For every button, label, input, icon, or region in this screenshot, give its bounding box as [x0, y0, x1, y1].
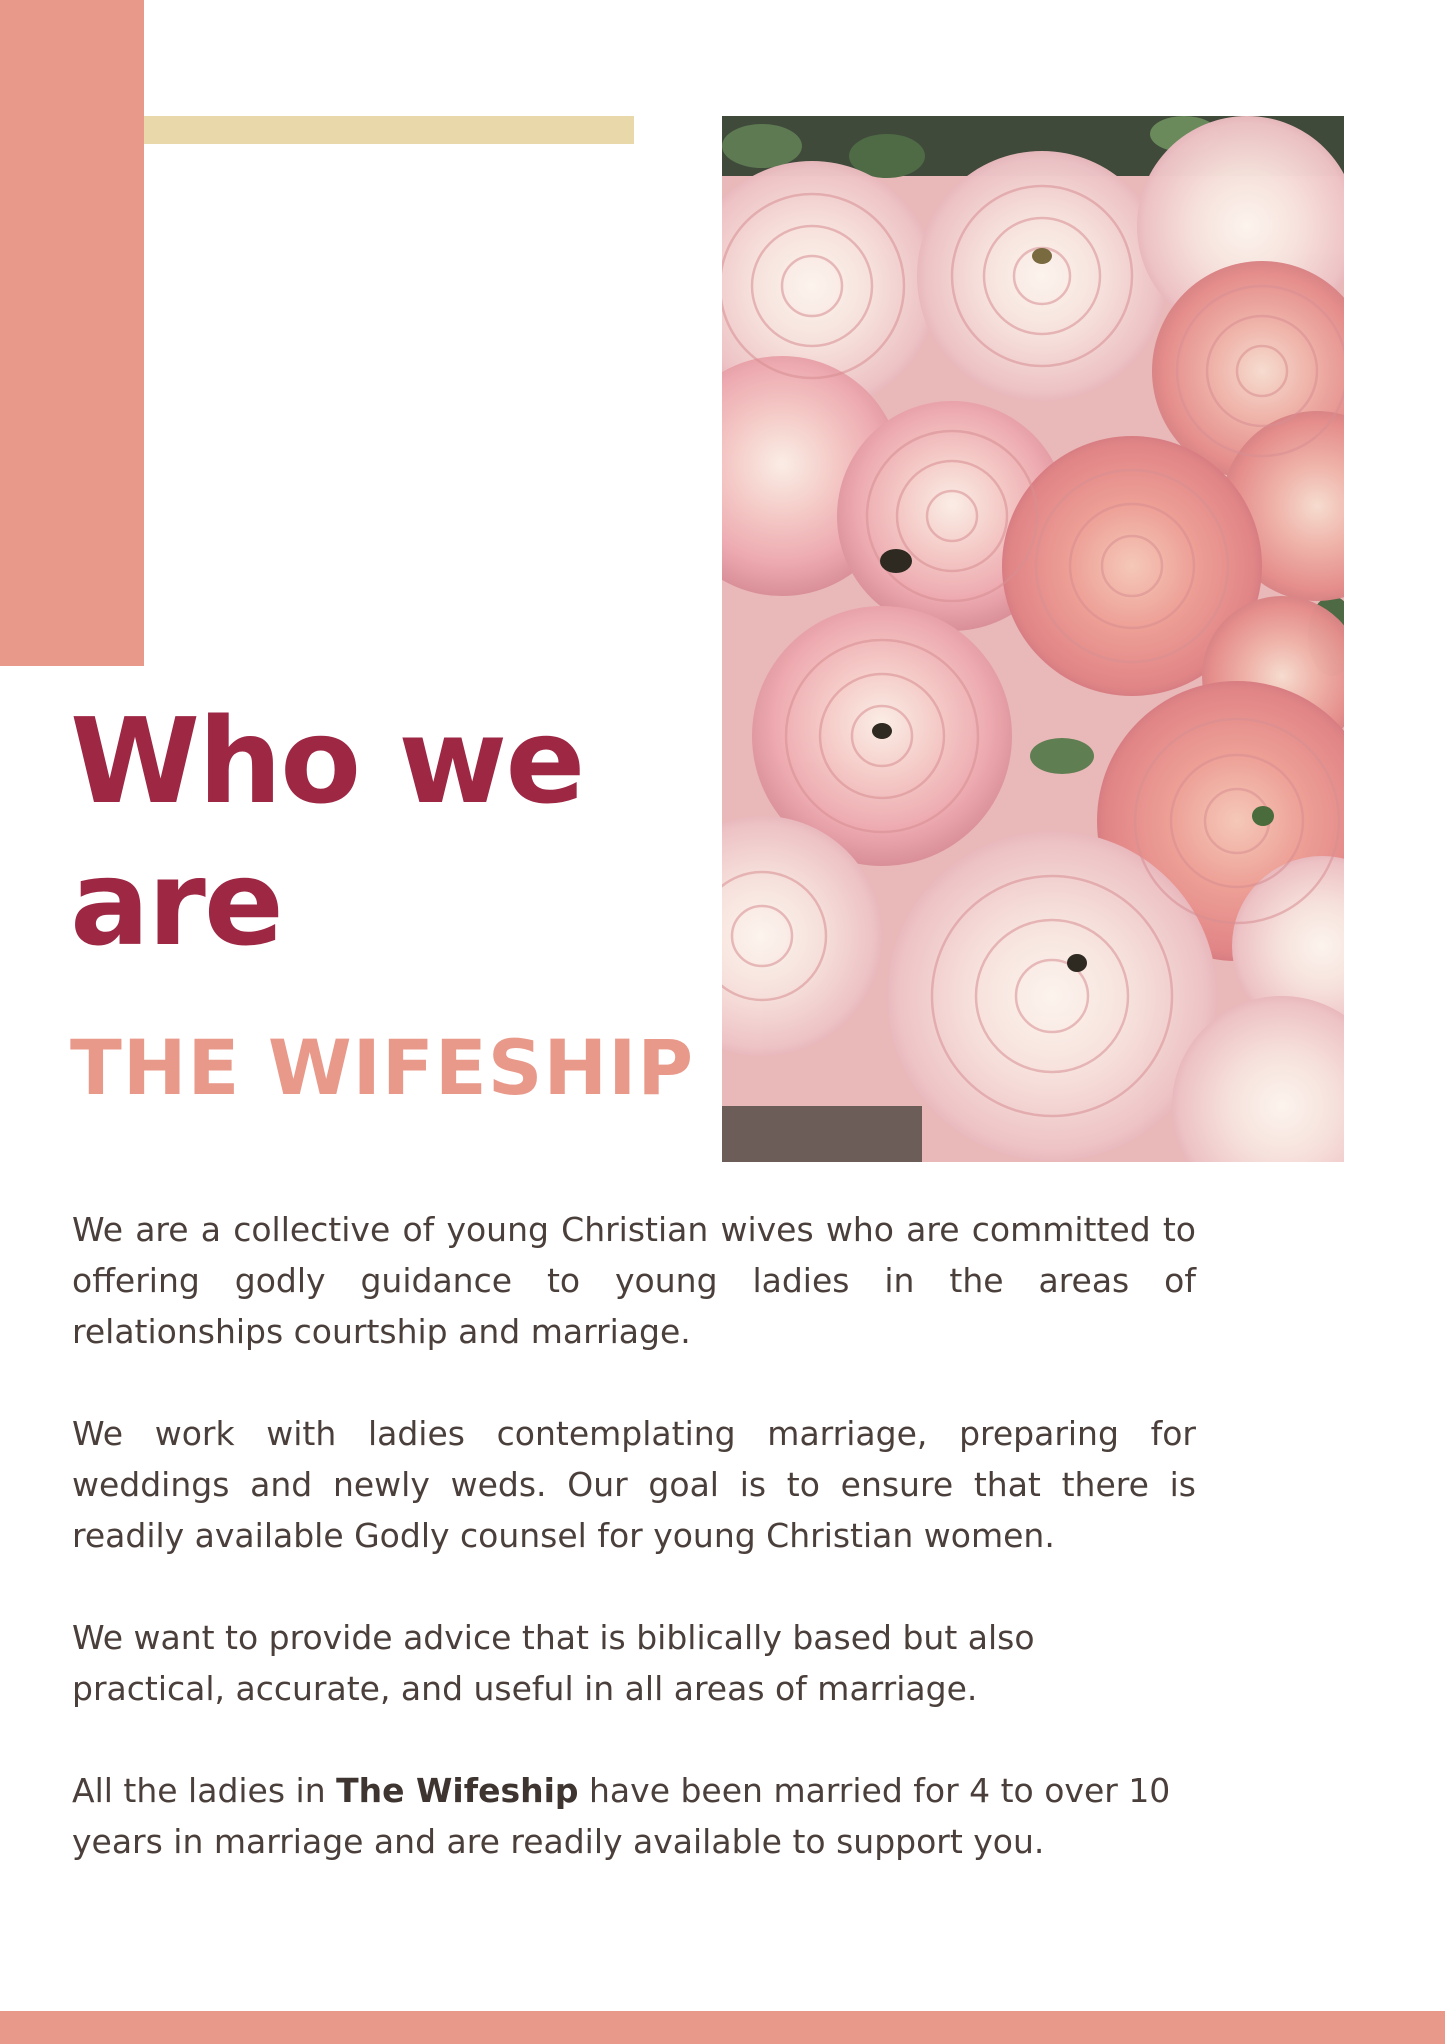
paragraph-experience [72, 1765, 1196, 1867]
paragraph-experience-lead: All the ladies in [72, 1771, 337, 1810]
paragraph-experience-tail: have been married for 4 to over 10 years in marriage and are readily available to support you. [72, 1771, 1171, 1861]
paragraph-work: We work with ladies contemplating marriage, preparing for weddings and newly weds. Our goal is to ensure that there is readily available Godly counsel for young Christian women. [72, 1414, 1196, 1555]
brand-name-inline: The Wifeship [336, 1771, 579, 1810]
paragraph-intro: We are a collective of young Christian wives who are committed to offering godly guidance to young ladies in the areas of relationships courtship and marriage. [72, 1210, 1196, 1351]
ranunculus-photo [722, 116, 1344, 1162]
body-copy [72, 1204, 1196, 1918]
page-title: Who we are [70, 692, 584, 972]
paragraph-advice: We want to provide advice that is biblically based but also practical, accurate, and useful in all areas of marriage. [72, 1618, 1035, 1708]
brand-subtitle: THE WIFESHIP [70, 1023, 695, 1112]
left-decorative-band [0, 0, 144, 666]
bottom-decorative-band [0, 2011, 1445, 2044]
top-decorative-rule [144, 116, 634, 144]
